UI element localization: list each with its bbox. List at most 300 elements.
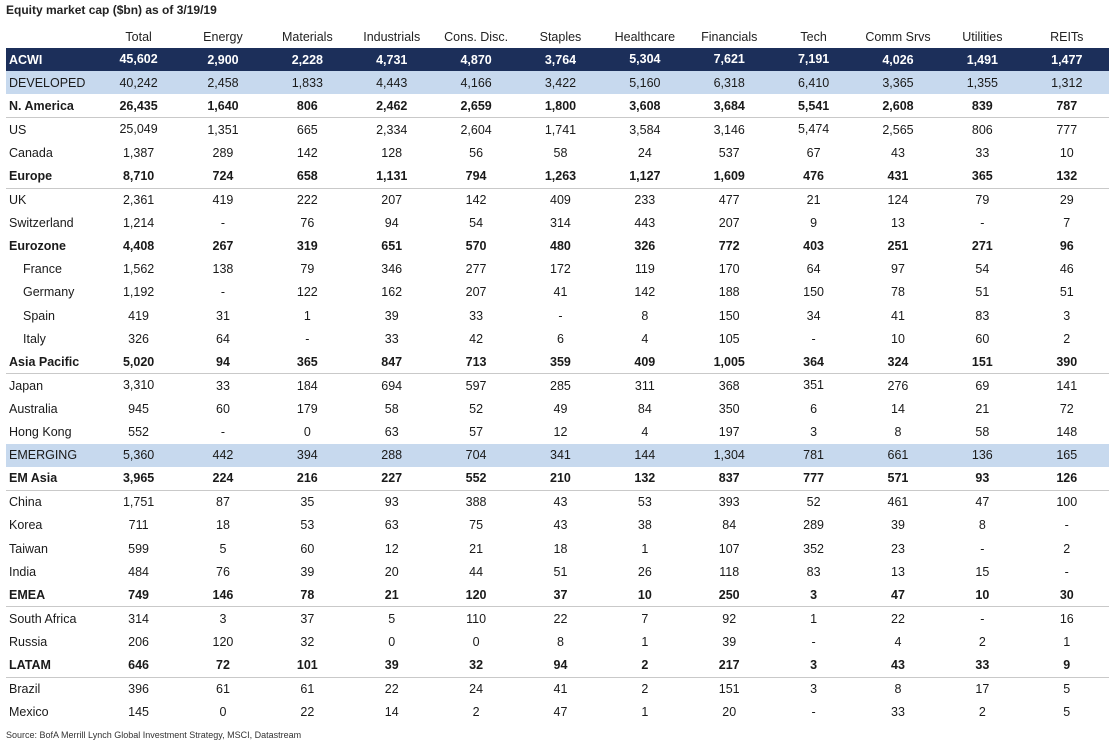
table-cell: 96 — [1059, 239, 1074, 254]
table-cell: 2 — [603, 677, 687, 701]
row-label: Brazil — [6, 677, 96, 701]
table-cell: 9 — [810, 216, 818, 231]
table-cell: 210 — [550, 471, 571, 486]
table-cell: 165 — [1025, 444, 1109, 467]
table-cell: 319 — [296, 239, 318, 254]
table-row — [6, 630, 1109, 653]
highlighted-value: 45,602 — [119, 52, 158, 67]
table-cell: 1,477 — [1025, 48, 1109, 71]
table-cell: - — [940, 607, 1024, 631]
row-label: Taiwan — [9, 541, 48, 556]
table-cell: 122 — [296, 285, 318, 300]
table-cell: 47 — [891, 587, 905, 602]
table-cell: 184 — [265, 374, 349, 398]
table-row — [6, 327, 1109, 350]
table-cell: 61 — [265, 677, 349, 701]
table-cell: 79 — [940, 188, 1024, 212]
table-cell: 388 — [434, 490, 518, 514]
table-cell: 78 — [891, 285, 905, 300]
table-cell — [96, 444, 180, 467]
table-cell: 233 — [603, 188, 687, 212]
row-label: UK — [6, 188, 96, 212]
table-cell: 44 — [469, 564, 484, 579]
table-cell: 64 — [806, 262, 821, 277]
highlighted-value: 52 — [806, 494, 821, 509]
table-cell: 713 — [465, 354, 487, 369]
table-cell: 37 — [265, 607, 349, 631]
column-header: Energy — [203, 30, 243, 44]
row-label: Hong Kong — [9, 425, 72, 440]
column-header: Staples — [539, 30, 582, 44]
table-cell: 32 — [469, 657, 484, 672]
table-cell: 2 — [472, 705, 480, 720]
table-cell: 39 — [722, 634, 737, 649]
table-cell: 1,304 — [687, 444, 771, 467]
table-cell: - — [980, 541, 985, 556]
table-cell — [96, 118, 180, 142]
table-cell: 314 — [550, 216, 571, 231]
highlighted-value: 7,621 — [713, 52, 745, 67]
table-cell: 33 — [975, 145, 990, 160]
table-cell: 3,764 — [518, 48, 602, 71]
table-cell: 10 — [637, 587, 652, 602]
table-cell: 1,131 — [376, 169, 408, 184]
table-cell: 34 — [806, 308, 821, 323]
table-cell: 33 — [384, 331, 399, 346]
table-cell: 5 — [350, 607, 434, 631]
table-cell: 787 — [1056, 98, 1078, 113]
table-cell: 8 — [978, 518, 986, 533]
table-cell: 3,365 — [856, 71, 940, 94]
table-cell: 41 — [891, 308, 905, 323]
table-cell: 1,833 — [265, 71, 349, 94]
table-cell: 35 — [265, 490, 349, 514]
table-cell: 32 — [300, 634, 315, 649]
table-cell: 711 — [128, 518, 149, 533]
table-cell: 110 — [434, 607, 518, 631]
table-cell: 17 — [940, 677, 1024, 701]
table-cell: 141 — [1025, 374, 1109, 398]
table-cell: 2 — [978, 634, 986, 649]
table-cell: 23 — [891, 541, 905, 556]
table-row — [6, 514, 1109, 537]
table-cell: - — [811, 634, 816, 649]
table-cell: 39 — [300, 564, 315, 579]
table-cell: 42 — [469, 331, 484, 346]
table-cell: 1 — [303, 308, 311, 323]
table-cell: 2,604 — [434, 118, 518, 142]
highlighted-value: 5,304 — [629, 52, 661, 67]
table-cell: 12 — [553, 425, 568, 440]
source-note: Source: BofA Merrill Lynch Global Investment Strategy, MSCI, Datastream — [6, 730, 302, 740]
table-cell: 341 — [518, 444, 602, 467]
table-cell: 5,160 — [603, 71, 687, 94]
table-cell — [771, 490, 855, 514]
table-cell: 10 — [1059, 145, 1074, 160]
table-cell: 26 — [637, 564, 652, 579]
row-label: Eurozone — [9, 239, 66, 254]
table-cell — [687, 48, 771, 71]
table-cell — [771, 48, 855, 71]
table-cell: 54 — [469, 216, 484, 231]
table-cell: 1,741 — [518, 118, 602, 142]
row-label: ACWI — [6, 48, 96, 71]
table-cell: 207 — [718, 216, 740, 231]
table-cell: 2,565 — [856, 118, 940, 142]
table-cell: 39 — [384, 308, 399, 323]
table-cell: 346 — [381, 262, 403, 277]
table-cell: - — [220, 425, 226, 440]
table-row — [6, 164, 1109, 188]
table-cell: 419 — [181, 188, 265, 212]
table-cell: 847 — [381, 354, 403, 369]
row-label: Korea — [9, 518, 43, 533]
table-cell: 188 — [718, 285, 740, 300]
table-row — [6, 235, 1109, 258]
table-row — [6, 304, 1109, 327]
table-cell: 311 — [603, 374, 687, 398]
table-cell: - — [811, 331, 816, 346]
table-cell: 24 — [434, 677, 518, 701]
row-label: Australia — [9, 401, 58, 416]
table-cell: 67 — [806, 145, 821, 160]
table-cell: 1,491 — [940, 48, 1024, 71]
column-header: Financials — [701, 30, 758, 44]
table-cell: 368 — [687, 374, 771, 398]
table-cell: 21 — [469, 541, 484, 556]
table-cell: 419 — [128, 308, 150, 323]
table-cell: 3,965 — [122, 471, 155, 486]
table-cell: 30 — [1059, 587, 1074, 602]
table-cell: 570 — [465, 239, 487, 254]
table-cell: 3,422 — [518, 71, 602, 94]
table-cell: - — [980, 216, 985, 231]
table-cell: 138 — [212, 262, 234, 277]
table-cell: 251 — [887, 239, 909, 254]
row-label: France — [23, 262, 62, 277]
row-label: Canada — [9, 145, 53, 160]
table-cell: 350 — [718, 401, 740, 416]
table-cell: 37 — [553, 587, 568, 602]
table-cell: 119 — [634, 262, 655, 277]
table-cell: 3 — [810, 587, 818, 602]
table-cell: 33 — [975, 657, 990, 672]
table-row — [6, 71, 1109, 94]
table-cell: 56 — [469, 145, 484, 160]
table-cell — [771, 164, 855, 188]
table-cell: 63 — [384, 425, 399, 440]
table-cell: 6,410 — [771, 71, 855, 94]
table-cell: 7 — [1063, 216, 1071, 231]
table-cell: 20 — [384, 564, 399, 579]
table-cell: 3,146 — [687, 118, 771, 142]
table-cell: 1,005 — [713, 354, 745, 369]
table-cell: 13 — [891, 564, 905, 579]
table-cell: 394 — [265, 444, 349, 467]
row-label: Italy — [23, 331, 46, 346]
highlighted-value: 7,191 — [797, 52, 830, 67]
table-cell: - — [1064, 564, 1069, 579]
row-label: Mexico — [9, 705, 49, 720]
table-cell: 21 — [384, 587, 399, 602]
table-cell: 142 — [634, 285, 656, 300]
table-row — [6, 467, 1109, 491]
table-cell: 10 — [975, 587, 990, 602]
table-cell: 16 — [1025, 607, 1109, 631]
table-cell: 3 — [771, 677, 855, 701]
table-cell: 324 — [887, 354, 909, 369]
highlighted-value: 3,310 — [122, 378, 155, 393]
row-label: N. America — [9, 98, 74, 113]
table-cell: 2,462 — [376, 98, 408, 113]
table-cell: 1,192 — [122, 285, 155, 300]
row-label: DEVELOPED — [6, 71, 96, 94]
table-row — [6, 701, 1109, 724]
table-cell: 0 — [219, 705, 227, 720]
table-cell: 3 — [181, 607, 265, 631]
table-cell: 93 — [350, 490, 434, 514]
table-cell: 442 — [181, 444, 265, 467]
table-cell: 4,731 — [350, 48, 434, 71]
table-cell: 84 — [637, 401, 652, 416]
highlighted-value: 2,361 — [122, 192, 155, 207]
table-cell: 4,026 — [856, 48, 940, 71]
table-cell: 8 — [556, 634, 564, 649]
table-cell — [96, 490, 180, 514]
table-cell — [771, 118, 855, 142]
table-cell: - — [305, 331, 310, 346]
row-label: Germany — [23, 285, 75, 300]
table-cell: 6 — [556, 331, 564, 346]
table-cell: 4 — [641, 425, 649, 440]
column-header: Comm Srvs — [865, 30, 931, 44]
table-cell: - — [558, 308, 563, 323]
table-cell: 704 — [434, 444, 518, 467]
table-cell: 18 — [553, 541, 568, 556]
row-label: EMERGING — [6, 444, 96, 467]
table-cell: 207 — [465, 285, 487, 300]
table-cell: 4 — [894, 634, 902, 649]
table-cell: 571 — [887, 471, 909, 486]
table-cell: 1,800 — [544, 98, 577, 113]
table-cell: 13 — [891, 216, 905, 231]
table-cell: 58 — [553, 145, 568, 160]
table-cell: 661 — [856, 444, 940, 467]
table-cell: 2,900 — [181, 48, 265, 71]
table-cell: 1,609 — [713, 169, 745, 184]
table-cell: 0 — [472, 634, 480, 649]
table-cell: 31 — [216, 308, 230, 323]
table-cell — [96, 188, 180, 212]
table-cell — [603, 48, 687, 71]
table-cell — [96, 374, 180, 398]
table-row — [6, 281, 1109, 304]
table-cell: 393 — [687, 490, 771, 514]
table-cell: 781 — [771, 444, 855, 467]
row-label: Japan — [6, 374, 96, 398]
table-row — [6, 118, 1109, 142]
table-cell: 120 — [212, 634, 234, 649]
row-label: Russia — [9, 634, 48, 649]
table-row — [6, 677, 1109, 701]
highlighted-value: 5,360 — [122, 447, 155, 462]
table-cell: 6 — [810, 401, 818, 416]
table-cell: 7 — [603, 607, 687, 631]
table-cell: 10 — [891, 331, 905, 346]
highlighted-value: 25,049 — [119, 122, 158, 137]
table-cell: 2,228 — [265, 48, 349, 71]
table-cell: 2 — [1063, 541, 1071, 556]
table-cell: 359 — [550, 354, 571, 369]
table-cell: 179 — [296, 401, 318, 416]
table-cell: 54 — [975, 262, 990, 277]
table-cell: 806 — [940, 118, 1024, 142]
table-cell: 47 — [553, 705, 568, 720]
table-cell: 365 — [296, 354, 318, 369]
table-cell: 1,562 — [122, 262, 155, 277]
table-cell: 396 — [96, 677, 180, 701]
row-label: Asia Pacific — [9, 354, 80, 369]
table-cell: - — [1064, 518, 1069, 533]
table-cell: 150 — [803, 285, 825, 300]
table-cell: 172 — [550, 262, 571, 277]
row-label: South Africa — [6, 607, 96, 631]
table-cell: 599 — [128, 541, 150, 556]
table-row — [6, 607, 1109, 631]
table-cell: 646 — [128, 657, 150, 672]
table-cell: 289 — [803, 518, 825, 533]
table-cell: 46 — [1059, 262, 1074, 277]
row-label: US — [6, 118, 96, 142]
table-cell: 4,443 — [350, 71, 434, 94]
table-cell: 76 — [300, 216, 315, 231]
table-cell: 26,435 — [119, 98, 158, 113]
highlighted-value: 476 — [803, 168, 825, 183]
table-cell: 2,458 — [181, 71, 265, 94]
table-cell: 58 — [975, 425, 990, 440]
table-cell: 364 — [803, 354, 825, 369]
table-cell: 0 — [303, 425, 311, 440]
table-cell: 83 — [975, 308, 990, 323]
table-cell: 120 — [465, 587, 487, 602]
table-cell: 150 — [718, 308, 740, 323]
table-cell: 6,318 — [687, 71, 771, 94]
table-cell: 49 — [553, 401, 568, 416]
table-cell: 694 — [350, 374, 434, 398]
table-cell: 61 — [181, 677, 265, 701]
table-cell: 806 — [296, 98, 318, 113]
table-cell: 4 — [641, 331, 649, 346]
table-cell: 39 — [891, 518, 905, 533]
table-cell: 126 — [1056, 471, 1078, 486]
table-cell: 151 — [687, 677, 771, 701]
table-cell: 277 — [465, 262, 487, 277]
table-cell: 3 — [810, 425, 818, 440]
table-cell: 72 — [216, 657, 230, 672]
table-row — [6, 212, 1109, 235]
table-cell: 431 — [887, 169, 909, 184]
table-cell: 142 — [296, 145, 318, 160]
table-cell: 128 — [381, 145, 403, 160]
table-row — [6, 397, 1109, 420]
table-cell: 777 — [1025, 118, 1109, 142]
table-cell: 51 — [1059, 285, 1074, 300]
table-cell: 945 — [128, 401, 150, 416]
table-cell: 72 — [1059, 401, 1074, 416]
table-cell: 41 — [553, 285, 568, 300]
table-cell: 33 — [181, 374, 265, 398]
table-cell — [771, 374, 855, 398]
table-cell — [771, 235, 855, 258]
table-cell: 101 — [296, 657, 318, 672]
table-row — [6, 560, 1109, 583]
highlighted-value: 4,408 — [122, 238, 155, 253]
row-label: Spain — [23, 308, 55, 323]
table-cell: 552 — [465, 471, 487, 486]
table-cell: 1,387 — [122, 145, 155, 160]
table-cell: 52 — [469, 401, 484, 416]
table-cell: 22 — [300, 705, 315, 720]
table-cell: 0 — [388, 634, 396, 649]
table-cell: 271 — [971, 239, 993, 254]
table-cell: 224 — [212, 471, 234, 486]
table-cell: 14 — [891, 401, 905, 416]
table-cell: 21 — [771, 188, 855, 212]
table-row — [6, 258, 1109, 281]
table-cell: 8,710 — [122, 169, 155, 184]
table-cell: 409 — [518, 188, 602, 212]
table-cell: 314 — [96, 607, 180, 631]
table-cell: 18 — [216, 518, 230, 533]
table-cell: 3,684 — [713, 98, 745, 113]
table-cell: 2,608 — [882, 98, 914, 113]
header-blank — [6, 26, 96, 48]
table-cell: 365 — [971, 169, 993, 184]
table-cell: 2,334 — [350, 118, 434, 142]
table-cell: 484 — [128, 564, 150, 579]
table-cell: 79 — [300, 262, 315, 277]
table-cell: 5,541 — [797, 98, 830, 113]
table-cell: 276 — [856, 374, 940, 398]
table-cell: 107 — [718, 541, 740, 556]
table-cell: 724 — [212, 169, 234, 184]
table-cell: 75 — [469, 518, 484, 533]
table-cell: 60 — [300, 541, 315, 556]
table-cell: 777 — [803, 471, 825, 486]
table-cell: 2 — [1063, 331, 1071, 346]
table-cell: 2 — [641, 657, 649, 672]
table-row — [6, 188, 1109, 212]
table-cell: 4,870 — [434, 48, 518, 71]
table-cell: 4,166 — [434, 71, 518, 94]
table-cell: 352 — [803, 541, 825, 556]
table-cell: 250 — [718, 587, 740, 602]
table-cell: 93 — [975, 471, 990, 486]
table-cell: 21 — [975, 401, 990, 416]
table-cell: 3,608 — [629, 98, 661, 113]
table-cell: 12 — [384, 541, 399, 556]
table-cell: 53 — [300, 518, 315, 533]
table-row — [6, 94, 1109, 118]
table-cell: 409 — [634, 354, 656, 369]
table-cell: 148 — [1056, 425, 1078, 440]
table-cell: 227 — [381, 471, 403, 486]
table-cell: 222 — [265, 188, 349, 212]
row-label: Switzerland — [9, 216, 74, 231]
table-cell: 51 — [975, 285, 990, 300]
table-cell: 1,312 — [1025, 71, 1109, 94]
table-cell: 87 — [181, 490, 265, 514]
